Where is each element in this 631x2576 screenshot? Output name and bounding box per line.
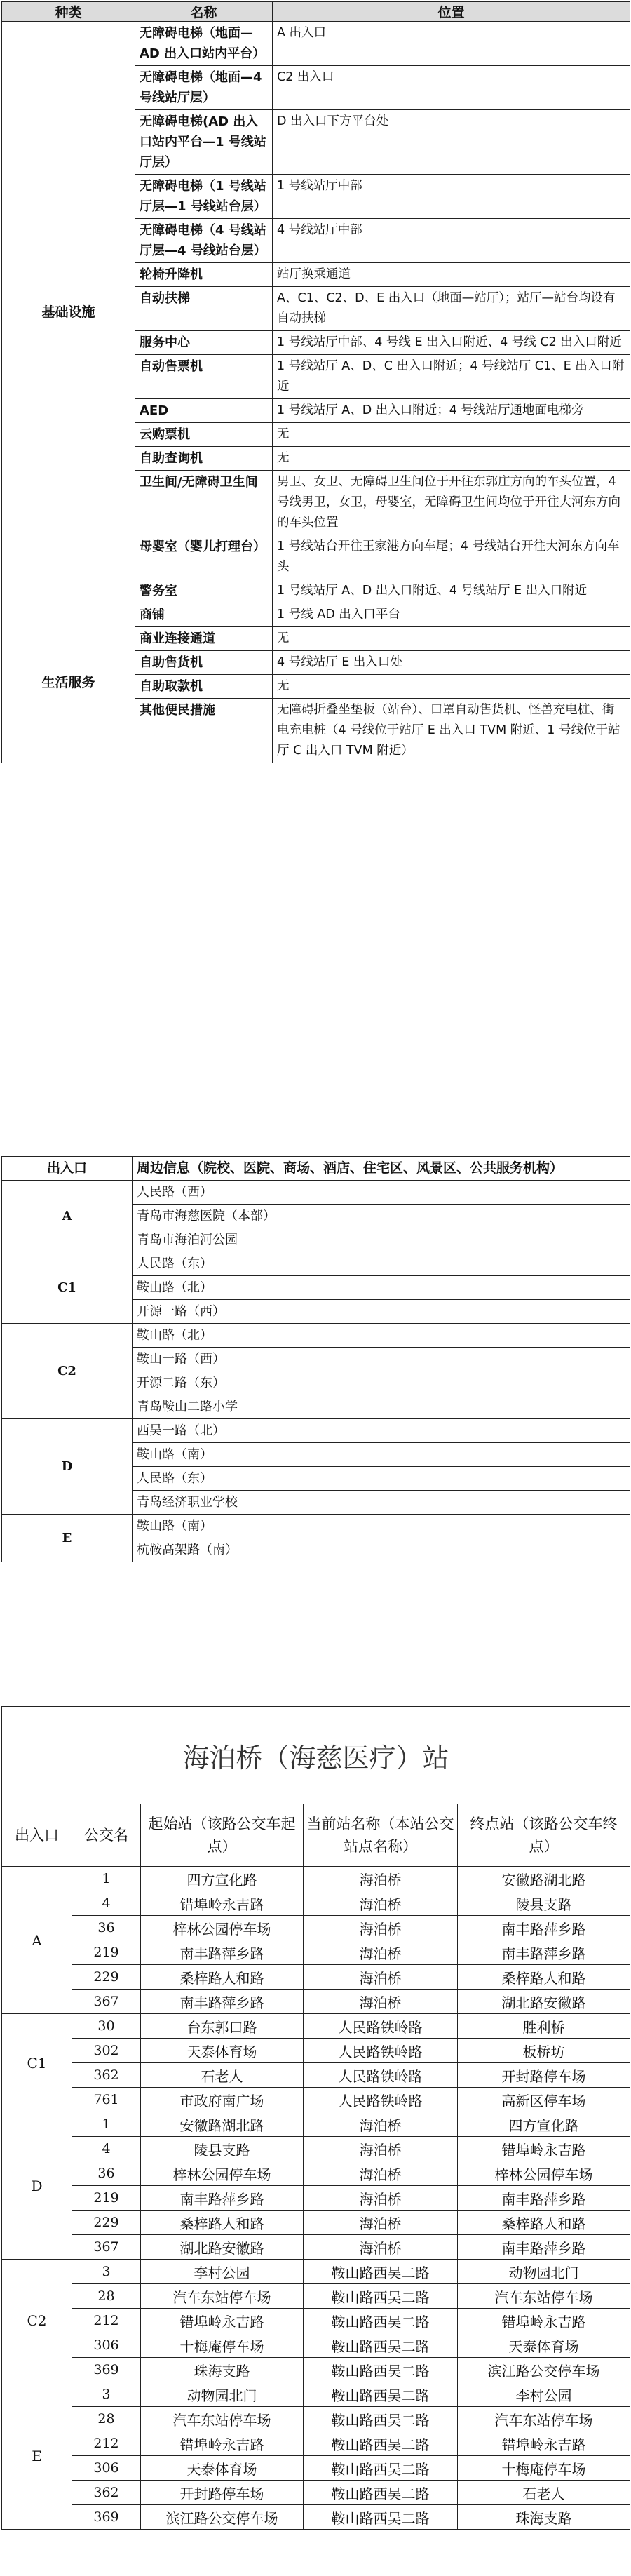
bus-header-exit: 出入口 xyxy=(2,1804,72,1867)
facility-name: AED xyxy=(135,399,273,423)
facility-position: A 出入口 xyxy=(273,22,630,66)
exits-header-surroundings: 周边信息（院校、医院、商场、酒店、住宅区、风景区、公共服务机构） xyxy=(133,1157,630,1181)
bus-exit-label: C2 xyxy=(2,2260,72,2382)
bus-current-station: 鞍山路西吴二路 xyxy=(304,2481,458,2505)
bus-line-number: 3 xyxy=(72,2260,141,2284)
facility-name: 自动扶梯 xyxy=(135,287,273,331)
bus-current-station: 鞍山路西吴二路 xyxy=(304,2505,458,2530)
bus-exit-label: D xyxy=(2,2112,72,2260)
bus-end-station: 十梅庵停车场 xyxy=(458,2456,630,2481)
bus-row xyxy=(2,2211,630,2235)
exit-surrounding-place: 青岛鞍山二路小学 xyxy=(133,1395,630,1419)
bus-end-station: 湖北路安徽路 xyxy=(458,1990,630,2014)
exit-label: C1 xyxy=(2,1252,133,1324)
exit-surrounding-place: 人民路（东） xyxy=(133,1252,630,1276)
exit-label: A xyxy=(2,1181,133,1252)
bus-row xyxy=(2,2161,630,2186)
bus-current-station: 海泊桥 xyxy=(304,2137,458,2161)
bus-line-number: 229 xyxy=(72,2211,141,2235)
bus-start-station: 市政府南广场 xyxy=(141,2088,304,2112)
facility-name: 自助查询机 xyxy=(135,447,273,471)
bus-line-number: 761 xyxy=(72,2088,141,2112)
bus-row xyxy=(2,2235,630,2260)
bus-line-number: 28 xyxy=(72,2284,141,2309)
facility-name: 其他便民措施 xyxy=(135,699,273,763)
bus-row xyxy=(2,1990,630,2014)
bus-end-station: 开封路停车场 xyxy=(458,2063,630,2088)
bus-end-station: 汽车东站停车场 xyxy=(458,2407,630,2431)
facility-position: D 出入口下方平台处 xyxy=(273,110,630,175)
bus-line-number: 3 xyxy=(72,2382,141,2407)
bus-table xyxy=(1,1706,630,2530)
bus-row xyxy=(2,2260,630,2284)
exit-surrounding-place: 鞍山一路（西） xyxy=(133,1348,630,1371)
bus-line-number: 212 xyxy=(72,2431,141,2456)
facility-position: 4 号线站厅 E 出入口处 xyxy=(273,651,630,675)
bus-end-station: 动物园北门 xyxy=(458,2260,630,2284)
bus-header-end: 终点站（该路公交车终点） xyxy=(458,1804,630,1867)
bus-line-number: 4 xyxy=(72,2137,141,2161)
bus-line-number: 367 xyxy=(72,1990,141,2014)
bus-start-station: 动物园北门 xyxy=(141,2382,304,2407)
bus-current-station: 鞍山路西吴二路 xyxy=(304,2358,458,2382)
bus-line-number: 219 xyxy=(72,1940,141,1965)
bus-current-station: 海泊桥 xyxy=(304,1891,458,1916)
bus-row xyxy=(2,1965,630,1990)
bus-start-station: 南丰路萍乡路 xyxy=(141,2186,304,2211)
exit-surrounding-place: 青岛市海慈医院（本部） xyxy=(133,1205,630,1228)
bus-end-station: 南丰路萍乡路 xyxy=(458,1940,630,1965)
facilities-table xyxy=(1,1,630,763)
bus-start-station: 开封路停车场 xyxy=(141,2481,304,2505)
facility-name: 轮椅升降机 xyxy=(135,263,273,287)
bus-current-station: 海泊桥 xyxy=(304,2211,458,2235)
bus-current-station: 鞍山路西吴二路 xyxy=(304,2407,458,2431)
bus-exit-label: E xyxy=(2,2382,72,2530)
bus-end-station: 滨江路公交停车场 xyxy=(458,2358,630,2382)
bus-line-number: 369 xyxy=(72,2505,141,2530)
bus-line-number: 302 xyxy=(72,2039,141,2063)
bus-start-station: 珠海支路 xyxy=(141,2358,304,2382)
exit-surrounding-place: 人民路（东） xyxy=(133,1467,630,1491)
bus-current-station: 鞍山路西吴二路 xyxy=(304,2309,458,2333)
bus-current-station: 鞍山路西吴二路 xyxy=(304,2260,458,2284)
exit-surrounding-place: 鞍山路（北） xyxy=(133,1324,630,1348)
bus-start-station: 十梅庵停车场 xyxy=(141,2333,304,2358)
bus-line-number: 36 xyxy=(72,1916,141,1940)
bus-current-station: 人民路铁岭路 xyxy=(304,2088,458,2112)
bus-end-station: 南丰路萍乡路 xyxy=(458,1916,630,1940)
bus-end-station: 错埠岭永吉路 xyxy=(458,2431,630,2456)
bus-line-number: 4 xyxy=(72,1891,141,1916)
bus-end-station: 梓林公园停车场 xyxy=(458,2161,630,2186)
facility-position: 1 号线站台开往王家港方向车尾；4 号线站台开往大河东方向车头 xyxy=(273,535,630,579)
bus-current-station: 海泊桥 xyxy=(304,1867,458,1891)
bus-end-station: 南丰路萍乡路 xyxy=(458,2235,630,2260)
bus-line-number: 362 xyxy=(72,2063,141,2088)
facility-row xyxy=(2,22,630,66)
bus-end-station: 四方宣化路 xyxy=(458,2112,630,2137)
exit-surrounding-place: 青岛经济职业学校 xyxy=(133,1491,630,1515)
bus-current-station: 海泊桥 xyxy=(304,1940,458,1965)
exits-header-row xyxy=(2,1157,630,1181)
bus-line-number: 36 xyxy=(72,2161,141,2186)
facility-name: 自助售货机 xyxy=(135,651,273,675)
bus-title: 海泊桥（海慈医疗）站 xyxy=(2,1707,630,1804)
bus-row xyxy=(2,2088,630,2112)
facility-name: 商铺 xyxy=(135,603,273,627)
bus-row xyxy=(2,1916,630,1940)
bus-header-row xyxy=(2,1804,630,1867)
bus-start-station: 四方宣化路 xyxy=(141,1867,304,1891)
facilities-header-position: 位置 xyxy=(273,2,630,22)
bus-end-station: 安徽路湖北路 xyxy=(458,1867,630,1891)
bus-line-number: 362 xyxy=(72,2481,141,2505)
bus-line-number: 30 xyxy=(72,2014,141,2039)
facility-position: 无 xyxy=(273,423,630,447)
exit-surrounding-place: 鞍山路（南） xyxy=(133,1443,630,1467)
bus-line-number: 1 xyxy=(72,2112,141,2137)
bus-row xyxy=(2,2358,630,2382)
bus-end-station: 高新区停车场 xyxy=(458,2088,630,2112)
bus-current-station: 海泊桥 xyxy=(304,2161,458,2186)
bus-row xyxy=(2,1867,630,1891)
exit-row xyxy=(2,1252,630,1276)
bus-current-station: 人民路铁岭路 xyxy=(304,2014,458,2039)
bus-row xyxy=(2,1940,630,1965)
bus-end-station: 汽车东站停车场 xyxy=(458,2284,630,2309)
bus-line-number: 28 xyxy=(72,2407,141,2431)
facility-name: 母婴室（婴儿打理台） xyxy=(135,535,273,579)
bus-line-number: 229 xyxy=(72,1965,141,1990)
facility-category: 生活服务 xyxy=(2,603,135,763)
facilities-header-row xyxy=(2,2,630,22)
facility-name: 卫生间/无障碍卫生间 xyxy=(135,471,273,535)
bus-header-start: 起始站（该路公交车起点） xyxy=(141,1804,304,1867)
bus-row xyxy=(2,2112,630,2137)
exit-surrounding-place: 杭鞍高架路（南） xyxy=(133,1538,630,1562)
bus-row xyxy=(2,2137,630,2161)
bus-row xyxy=(2,2481,630,2505)
exit-surrounding-place: 青岛市海泊河公园 xyxy=(133,1228,630,1252)
bus-start-station: 错埠岭永吉路 xyxy=(141,2431,304,2456)
bus-title-row xyxy=(2,1707,630,1804)
bus-line-number: 367 xyxy=(72,2235,141,2260)
bus-current-station: 人民路铁岭路 xyxy=(304,2039,458,2063)
facility-name: 商业连接通道 xyxy=(135,627,273,651)
bus-end-station: 桑梓路人和路 xyxy=(458,2211,630,2235)
bus-start-station: 桑梓路人和路 xyxy=(141,1965,304,1990)
bus-end-station: 南丰路萍乡路 xyxy=(458,2186,630,2211)
bus-header-current: 当前站名称（本站公交站点名称） xyxy=(304,1804,458,1867)
bus-current-station: 人民路铁岭路 xyxy=(304,2063,458,2088)
bus-end-station: 错埠岭永吉路 xyxy=(458,2137,630,2161)
bus-row xyxy=(2,2407,630,2431)
facilities-header-kind: 种类 xyxy=(2,2,135,22)
bus-end-station: 珠海支路 xyxy=(458,2505,630,2530)
facility-name: 无障碍电梯（地面—4 号线站厅层） xyxy=(135,66,273,110)
bus-current-station: 鞍山路西吴二路 xyxy=(304,2382,458,2407)
facilities-body xyxy=(2,22,630,763)
bus-row xyxy=(2,2039,630,2063)
exit-row xyxy=(2,1515,630,1538)
bus-row xyxy=(2,1891,630,1916)
facility-position: 1 号线 AD 出入口平台 xyxy=(273,603,630,627)
bus-current-station: 鞍山路西吴二路 xyxy=(304,2333,458,2358)
bus-line-number: 219 xyxy=(72,2186,141,2211)
bus-current-station: 海泊桥 xyxy=(304,2112,458,2137)
bus-line-number: 306 xyxy=(72,2333,141,2358)
facility-position: 无 xyxy=(273,447,630,471)
bus-end-station: 胜利桥 xyxy=(458,2014,630,2039)
exit-surrounding-place: 人民路（西） xyxy=(133,1181,630,1205)
bus-start-station: 汽车东站停车场 xyxy=(141,2284,304,2309)
bus-current-station: 海泊桥 xyxy=(304,1916,458,1940)
facility-position: 1 号线站厅 A、D 出入口附近、4 号线站厅 E 出入口附近 xyxy=(273,579,630,603)
exits-table xyxy=(1,1156,630,1562)
facility-position: A、C1、C2、D、E 出入口（地面—站厅）；站厅—站台均设有自动扶梯 xyxy=(273,287,630,331)
facility-category: 基础设施 xyxy=(2,22,135,603)
facility-position: 1 号线站厅中部、4 号线 E 出入口附近、4 号线 C2 出入口附近 xyxy=(273,331,630,355)
bus-line-number: 306 xyxy=(72,2456,141,2481)
facility-position: 1 号线站厅 A、D、C 出入口附近；4 号线站厅 C1、E 出入口附近 xyxy=(273,355,630,399)
facility-name: 自动售票机 xyxy=(135,355,273,399)
facility-name: 云购票机 xyxy=(135,423,273,447)
facility-name: 警务室 xyxy=(135,579,273,603)
facility-position: 无 xyxy=(273,675,630,699)
bus-row xyxy=(2,2063,630,2088)
bus-current-station: 鞍山路西吴二路 xyxy=(304,2284,458,2309)
bus-current-station: 海泊桥 xyxy=(304,1990,458,2014)
bus-header-line: 公交名 xyxy=(72,1804,141,1867)
exits-body xyxy=(2,1181,630,1562)
bus-start-station: 桑梓路人和路 xyxy=(141,2211,304,2235)
bus-end-station: 桑梓路人和路 xyxy=(458,1965,630,1990)
bus-current-station: 海泊桥 xyxy=(304,2235,458,2260)
exit-surrounding-place: 西吴一路（北） xyxy=(133,1419,630,1443)
bus-start-station: 汽车东站停车场 xyxy=(141,2407,304,2431)
bus-end-station: 板桥坊 xyxy=(458,2039,630,2063)
bus-row xyxy=(2,2456,630,2481)
exit-surrounding-place: 鞍山路（南） xyxy=(133,1515,630,1538)
facility-position: 站厅换乘通道 xyxy=(273,263,630,287)
bus-start-station: 南丰路萍乡路 xyxy=(141,1940,304,1965)
facility-name: 服务中心 xyxy=(135,331,273,355)
facility-row xyxy=(2,603,630,627)
bus-row xyxy=(2,2284,630,2309)
bus-row xyxy=(2,2014,630,2039)
bus-start-station: 湖北路安徽路 xyxy=(141,2235,304,2260)
bus-row xyxy=(2,2431,630,2456)
bus-start-station: 石老人 xyxy=(141,2063,304,2088)
facility-position: C2 出入口 xyxy=(273,66,630,110)
exit-label: D xyxy=(2,1419,133,1515)
exits-header-exit: 出入口 xyxy=(2,1157,133,1181)
bus-start-station: 梓林公园停车场 xyxy=(141,2161,304,2186)
bus-current-station: 鞍山路西吴二路 xyxy=(304,2431,458,2456)
facility-position: 1 号线站厅 A、D 出入口附近；4 号线站厅通地面电梯旁 xyxy=(273,399,630,423)
facility-position: 4 号线站厅中部 xyxy=(273,219,630,263)
facility-position: 男卫、女卫、无障碍卫生间位于开往东郭庄方向的车头位置，4 号线男卫，女卫，母婴室，无障碍卫生间均位于开往大河东方向的车头位置 xyxy=(273,471,630,535)
bus-line-number: 369 xyxy=(72,2358,141,2382)
bus-start-station: 李村公园 xyxy=(141,2260,304,2284)
exit-surrounding-place: 开源一路（西） xyxy=(133,1300,630,1324)
facility-name: 无障碍电梯（4 号线站厅层—4 号线站台层） xyxy=(135,219,273,263)
exit-row xyxy=(2,1419,630,1443)
bus-current-station: 海泊桥 xyxy=(304,2186,458,2211)
bus-start-station: 错埠岭永吉路 xyxy=(141,1891,304,1916)
bus-end-station: 石老人 xyxy=(458,2481,630,2505)
bus-current-station: 海泊桥 xyxy=(304,1965,458,1990)
bus-exit-label: A xyxy=(2,1867,72,2014)
bus-start-station: 梓林公园停车场 xyxy=(141,1916,304,1940)
bus-start-station: 安徽路湖北路 xyxy=(141,2112,304,2137)
bus-exit-label: C1 xyxy=(2,2014,72,2112)
facilities-header-name: 名称 xyxy=(135,2,273,22)
exit-surrounding-place: 开源二路（东） xyxy=(133,1371,630,1395)
bus-start-station: 滨江路公交停车场 xyxy=(141,2505,304,2530)
bus-start-station: 错埠岭永吉路 xyxy=(141,2309,304,2333)
bus-line-number: 212 xyxy=(72,2309,141,2333)
facility-name: 无障碍电梯（1 号线站厅层—1 号线站台层） xyxy=(135,175,273,219)
bus-end-station: 李村公园 xyxy=(458,2382,630,2407)
exit-surrounding-place: 鞍山路（北） xyxy=(133,1276,630,1300)
bus-line-number: 1 xyxy=(72,1867,141,1891)
bus-end-station: 错埠岭永吉路 xyxy=(458,2309,630,2333)
bus-row xyxy=(2,2309,630,2333)
bus-row xyxy=(2,2382,630,2407)
facility-position: 无 xyxy=(273,627,630,651)
bus-end-station: 天泰体育场 xyxy=(458,2333,630,2358)
bus-row xyxy=(2,2186,630,2211)
facility-name: 自助取款机 xyxy=(135,675,273,699)
facility-position: 1 号线站厅中部 xyxy=(273,175,630,219)
bus-start-station: 陵县支路 xyxy=(141,2137,304,2161)
exit-label: C2 xyxy=(2,1324,133,1419)
bus-end-station: 陵县支路 xyxy=(458,1891,630,1916)
bus-row xyxy=(2,2505,630,2530)
bus-body xyxy=(2,1867,630,2530)
bus-start-station: 台东郭口路 xyxy=(141,2014,304,2039)
bus-start-station: 南丰路萍乡路 xyxy=(141,1990,304,2014)
facility-name: 无障碍电梯(AD 出入口站内平台—1 号线站厅层） xyxy=(135,110,273,175)
exit-row xyxy=(2,1181,630,1205)
bus-start-station: 天泰体育场 xyxy=(141,2039,304,2063)
exit-row xyxy=(2,1324,630,1348)
facility-position: 无障碍折叠坐垫板（站台）、口罩自动售货机、怪兽充电桩、街电充电桩（4 号线位于站厅 E 出入口 TVM 附近、1 号线位于站厅 C 出入口 TVM 附近） xyxy=(273,699,630,763)
exit-label: E xyxy=(2,1515,133,1562)
bus-current-station: 鞍山路西吴二路 xyxy=(304,2456,458,2481)
bus-start-station: 天泰体育场 xyxy=(141,2456,304,2481)
bus-row xyxy=(2,2333,630,2358)
facility-name: 无障碍电梯（地面—AD 出入口站内平台） xyxy=(135,22,273,66)
